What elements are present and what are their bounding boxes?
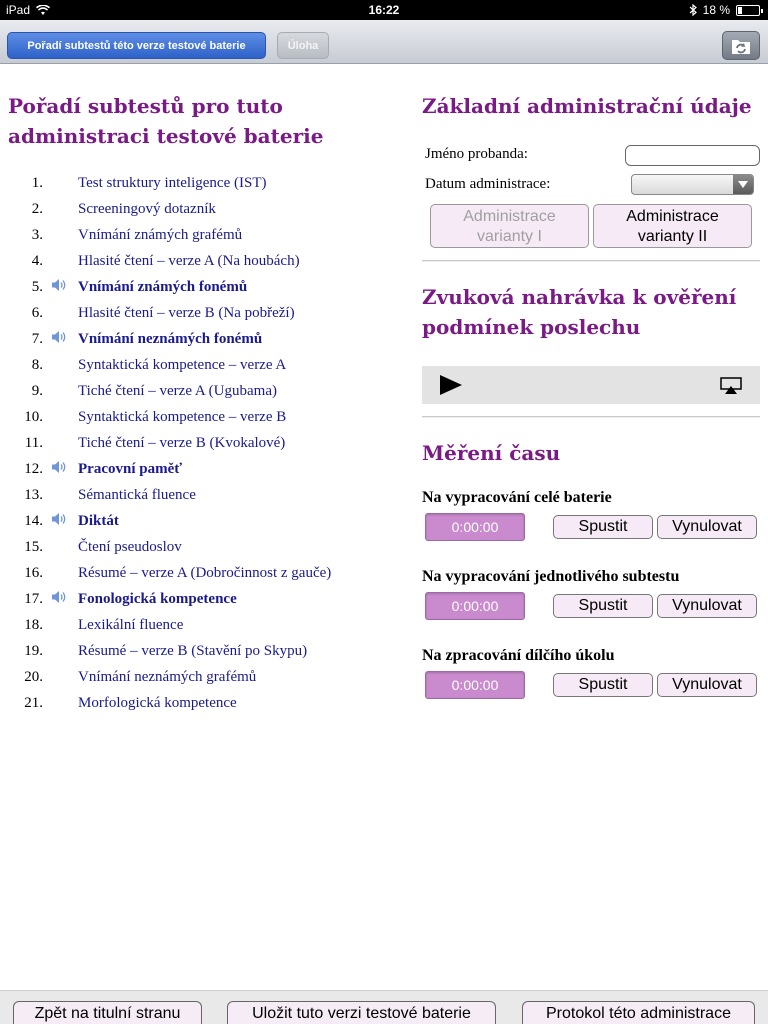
subtest-name[interactable]: Syntaktická kompetence – verze A	[78, 357, 287, 373]
save-battery-button[interactable]: Uložit tuto verzi testové baterie	[227, 1001, 496, 1024]
speaker-icon	[51, 330, 68, 349]
name-label: Jméno probanda:	[425, 146, 528, 162]
subtest-number: 20.	[24, 669, 43, 685]
speaker-icon	[51, 512, 68, 531]
folder-sync-icon	[731, 37, 751, 55]
admin-protocol-button[interactable]: Protokol této administrace	[522, 1001, 755, 1024]
subtest-name[interactable]: Vnímání neznámých fonémů	[78, 331, 263, 347]
subtest-name[interactable]: Vnímání neznámých grafémů	[78, 669, 257, 685]
timer-start-button[interactable]: Spustit	[553, 515, 653, 539]
subtest-item[interactable]	[8, 405, 408, 431]
subtest-item[interactable]	[8, 197, 408, 223]
subtest-item[interactable]	[8, 275, 408, 301]
subtest-name[interactable]: Lexikální fluence	[78, 617, 184, 633]
timing-title: Měření času	[422, 441, 561, 465]
timer-display: 0:00:00	[425, 513, 525, 541]
subtest-item[interactable]	[8, 457, 408, 483]
subtest-name[interactable]: Tiché čtení – verze A (Ugubama)	[78, 383, 277, 399]
subtest-number: 9.	[31, 383, 43, 399]
subtest-item[interactable]	[8, 171, 408, 197]
subtest-name[interactable]: Résumé – verze A (Dobročinnost z gauče)	[78, 565, 332, 581]
subtest-item[interactable]	[8, 327, 408, 353]
subtest-item[interactable]	[8, 353, 408, 379]
subtest-item[interactable]	[8, 223, 408, 249]
subtest-order-button[interactable]: Pořadí subtestů této verze testové baterie	[7, 32, 266, 59]
subtest-name[interactable]: Vnímání známých grafémů	[78, 227, 243, 243]
admin-title: Základní administrační údaje	[422, 94, 752, 118]
subtest-number: 16.	[24, 565, 43, 581]
speaker-icon	[51, 590, 68, 609]
subtest-order-title: Pořadí subtestů pro tuto administraci testové baterie	[8, 94, 324, 148]
subtest-name[interactable]: Morfologická kompetence	[78, 695, 237, 711]
subtest-number: 18.	[24, 617, 43, 633]
divider	[422, 260, 760, 262]
variant-i-button[interactable]: Administrace varianty I	[430, 204, 589, 248]
timer-label: Na vypracování celé baterie	[422, 489, 612, 506]
subtest-number: 11.	[24, 435, 43, 451]
date-select[interactable]	[631, 174, 754, 195]
subtest-name[interactable]: Tiché čtení – verze B (Kvokalové)	[78, 435, 286, 451]
subtest-number: 14.	[24, 513, 43, 529]
subtest-item[interactable]	[8, 509, 408, 535]
audio-title: Zvuková nahrávka k ověření podmínek poslechu	[422, 285, 737, 339]
subtest-number: 8.	[31, 357, 43, 373]
airplay-icon[interactable]	[720, 377, 742, 394]
task-button[interactable]: Úloha	[277, 32, 329, 59]
subtest-name[interactable]: Sémantická fluence	[78, 487, 196, 503]
back-to-title-button[interactable]: Zpět na titulní stranu	[13, 1001, 202, 1024]
play-icon[interactable]	[440, 375, 462, 395]
subtest-name[interactable]: Syntaktická kompetence – verze B	[78, 409, 287, 425]
admin-panel	[422, 91, 760, 693]
subtest-item[interactable]	[8, 639, 408, 665]
subtest-item[interactable]	[8, 561, 408, 587]
subtest-item[interactable]	[8, 431, 408, 457]
subtest-number: 17.	[24, 591, 43, 607]
timer-display: 0:00:00	[425, 671, 525, 699]
subtest-item[interactable]	[8, 691, 408, 717]
subtest-number: 15.	[24, 539, 43, 555]
timer-label: Na vypracování jednotlivého subtestu	[422, 568, 680, 585]
subtest-number: 21.	[24, 695, 43, 711]
subtest-number: 12.	[24, 461, 43, 477]
subtest-number: 10.	[24, 409, 43, 425]
subtest-number: 1.	[31, 175, 43, 191]
subtest-name[interactable]: Hlasité čtení – verze B (Na pobřeží)	[78, 305, 295, 321]
divider	[422, 416, 760, 418]
status-bar	[0, 0, 768, 20]
timer-start-button[interactable]: Spustit	[553, 673, 653, 697]
date-label: Datum administrace:	[425, 176, 551, 192]
device-name: iPad	[6, 3, 31, 17]
subtest-item[interactable]	[8, 379, 408, 405]
timer-label: Na zpracování dílčího úkolu	[422, 647, 615, 664]
subtest-name[interactable]: Résumé – verze B (Stavění po Skypu)	[78, 643, 308, 659]
subtest-number: 19.	[24, 643, 43, 659]
battery-percent: 18 %	[702, 3, 730, 17]
subtest-name[interactable]: Screeningový dotazník	[78, 201, 216, 217]
subtest-list	[8, 171, 408, 717]
speaker-icon	[51, 460, 68, 479]
toolbar	[0, 20, 768, 64]
subtest-name[interactable]: Hlasité čtení – verze A (Na houbách)	[78, 253, 300, 269]
subtest-name[interactable]: Vnímání známých fonémů	[78, 279, 248, 295]
variant-ii-button[interactable]: Administrace varianty II	[593, 204, 752, 248]
subtest-name[interactable]: Pracovní paměť	[78, 461, 183, 477]
folder-sync-button[interactable]	[722, 31, 760, 60]
timer-start-button[interactable]: Spustit	[553, 594, 653, 618]
subtest-number: 6.	[31, 305, 43, 321]
battery-icon	[736, 5, 760, 16]
name-field[interactable]	[625, 145, 760, 166]
date-row	[425, 176, 550, 193]
bottom-bar	[0, 990, 768, 1024]
clock: 16:22	[368, 3, 400, 17]
bluetooth-icon	[689, 4, 697, 16]
subtest-item[interactable]	[8, 535, 408, 561]
subtest-item[interactable]	[8, 665, 408, 691]
timer-reset-button[interactable]: Vynulovat	[657, 594, 757, 618]
subtest-order-panel	[8, 91, 408, 711]
subtest-item[interactable]	[8, 301, 408, 327]
audio-player	[422, 366, 760, 404]
subtest-item[interactable]	[8, 587, 408, 613]
timer-reset-button[interactable]: Vynulovat	[657, 515, 757, 539]
subtest-number: 5.	[31, 279, 43, 295]
subtest-name[interactable]: Fonologická kompetence	[78, 591, 237, 607]
chevron-down-icon	[733, 175, 753, 194]
subtest-number: 4.	[31, 253, 43, 269]
subtest-number: 2.	[31, 201, 43, 217]
subtest-number: 3.	[31, 227, 43, 243]
subtest-name[interactable]: Test struktury inteligence (IST)	[78, 175, 267, 191]
subtest-item[interactable]	[8, 613, 408, 639]
subtest-number: 7.	[31, 331, 43, 347]
subtest-number: 13.	[24, 487, 43, 503]
subtest-item[interactable]	[8, 483, 408, 509]
timer-display: 0:00:00	[425, 592, 525, 620]
speaker-icon	[51, 278, 68, 297]
subtest-name[interactable]: Diktát	[78, 513, 119, 529]
subtest-item[interactable]	[8, 249, 408, 275]
subtest-name[interactable]: Čtení pseudoslov	[78, 539, 182, 555]
timer-reset-button[interactable]: Vynulovat	[657, 673, 757, 697]
